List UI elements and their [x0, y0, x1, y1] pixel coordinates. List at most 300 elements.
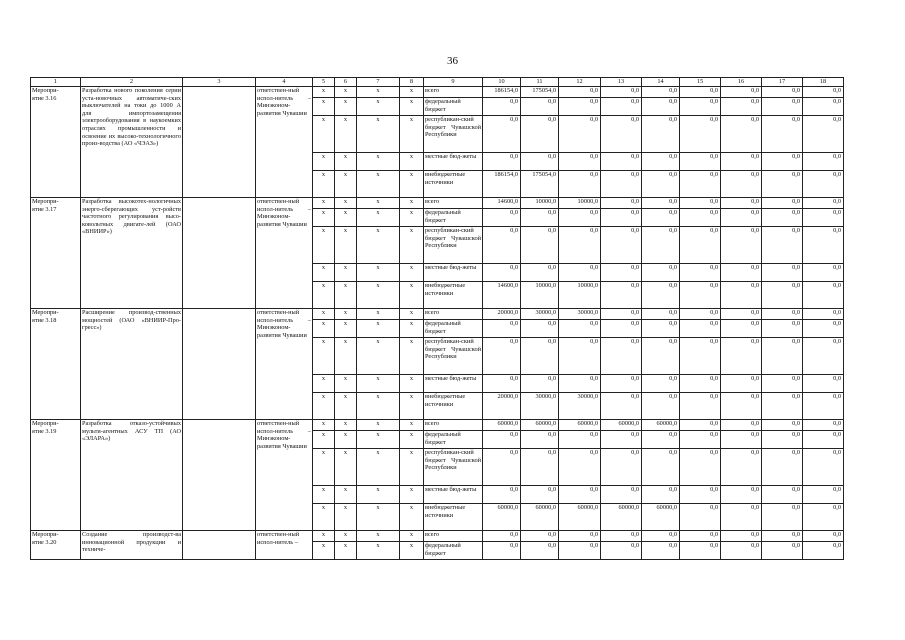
activity-id-cell: Меропри- ятие 3.19	[31, 420, 81, 531]
x-mark-cell: x	[357, 420, 400, 431]
amount-cell: 0,0	[601, 171, 642, 198]
amount-cell: 60000,0	[521, 420, 559, 431]
co-executor-cell	[183, 198, 256, 309]
amount-cell: 0,0	[601, 393, 642, 420]
amount-cell: 0,0	[559, 264, 601, 282]
funding-source-cell: республикан-ский бюджет Чувашской Республики	[424, 116, 483, 153]
amount-cell: 0,0	[483, 98, 521, 116]
x-mark-cell: x	[335, 338, 357, 375]
x-mark-cell: x	[400, 542, 424, 560]
x-mark-cell: x	[313, 542, 335, 560]
x-mark-cell: x	[335, 227, 357, 264]
amount-cell: 0,0	[483, 431, 521, 449]
funding-source-cell: федеральный бюджет	[424, 98, 483, 116]
amount-cell: 0,0	[559, 486, 601, 504]
amount-cell: 0,0	[601, 227, 642, 264]
amount-cell: 0,0	[803, 198, 844, 209]
amount-cell: 60000,0	[601, 420, 642, 431]
amount-cell: 0,0	[642, 116, 680, 153]
amount-cell: 0,0	[521, 209, 559, 227]
funding-source-cell: республикан-ский бюджет Чувашской Республики	[424, 227, 483, 264]
x-mark-cell: x	[357, 116, 400, 153]
amount-cell: 0,0	[601, 282, 642, 309]
amount-cell: 60000,0	[642, 420, 680, 431]
amount-cell: 0,0	[680, 338, 721, 375]
amount-cell: 0,0	[721, 338, 762, 375]
funding-source-cell: местные бюд-жеты	[424, 486, 483, 504]
amount-cell: 0,0	[521, 227, 559, 264]
x-mark-cell: x	[313, 282, 335, 309]
x-mark-cell: x	[313, 309, 335, 320]
amount-cell: 0,0	[721, 320, 762, 338]
amount-cell: 0,0	[642, 153, 680, 171]
x-mark-cell: x	[313, 504, 335, 531]
amount-cell: 0,0	[803, 375, 844, 393]
amount-cell: 0,0	[721, 449, 762, 486]
amount-cell: 0,0	[803, 116, 844, 153]
x-mark-cell: x	[357, 198, 400, 209]
amount-cell: 0,0	[483, 338, 521, 375]
amount-cell: 0,0	[721, 282, 762, 309]
x-mark-cell: x	[400, 198, 424, 209]
x-mark-cell: x	[335, 98, 357, 116]
co-executor-cell	[183, 420, 256, 531]
column-number-cell: 18	[803, 78, 844, 87]
activity-id-cell: Меропри- ятие 3.20	[31, 531, 81, 560]
amount-cell: 0,0	[721, 393, 762, 420]
amount-cell: 0,0	[601, 375, 642, 393]
amount-cell: 0,0	[642, 282, 680, 309]
amount-cell: 0,0	[680, 153, 721, 171]
amount-cell: 0,0	[803, 209, 844, 227]
amount-cell: 0,0	[601, 449, 642, 486]
column-number-cell: 12	[559, 78, 601, 87]
x-mark-cell: x	[313, 486, 335, 504]
amount-cell: 0,0	[762, 320, 803, 338]
activity-id-cell: Меропри- ятие 3.18	[31, 309, 81, 420]
funding-source-cell: внебюджетные источники	[424, 504, 483, 531]
amount-cell: 0,0	[803, 171, 844, 198]
page-number: 36	[447, 55, 458, 67]
amount-cell: 0,0	[601, 209, 642, 227]
amount-cell: 0,0	[721, 375, 762, 393]
amount-cell: 10000,0	[559, 282, 601, 309]
amount-cell: 0,0	[642, 309, 680, 320]
x-mark-cell: x	[335, 320, 357, 338]
amount-cell: 60000,0	[483, 420, 521, 431]
amount-cell: 60000,0	[521, 504, 559, 531]
amount-cell: 0,0	[762, 531, 803, 542]
x-mark-cell: x	[335, 531, 357, 542]
co-executor-cell	[183, 309, 256, 420]
amount-cell: 0,0	[521, 338, 559, 375]
amount-cell: 0,0	[642, 486, 680, 504]
x-mark-cell: x	[400, 486, 424, 504]
amount-cell: 0,0	[521, 98, 559, 116]
amount-cell: 0,0	[680, 431, 721, 449]
amount-cell: 0,0	[601, 338, 642, 375]
amount-cell: 0,0	[642, 198, 680, 209]
amount-cell: 0,0	[483, 531, 521, 542]
amount-cell: 0,0	[521, 531, 559, 542]
amount-cell: 0,0	[721, 227, 762, 264]
amount-cell: 0,0	[559, 542, 601, 560]
funding-source-cell: всего	[424, 87, 483, 98]
amount-cell: 0,0	[521, 153, 559, 171]
amount-cell: 0,0	[642, 338, 680, 375]
amount-cell: 0,0	[803, 338, 844, 375]
amount-cell: 0,0	[680, 504, 721, 531]
amount-cell: 0,0	[762, 209, 803, 227]
x-mark-cell: x	[313, 227, 335, 264]
amount-cell: 0,0	[721, 486, 762, 504]
amount-cell: 0,0	[803, 264, 844, 282]
amount-cell: 0,0	[559, 209, 601, 227]
amount-cell: 0,0	[559, 116, 601, 153]
x-mark-cell: x	[357, 209, 400, 227]
activity-name-cell: Разработка нового поколения серии уста-новочных автоматиче-ских выключателей на токи до 1000 А для импортозамещения электрооборудования в наукоемких отраслях промышленности и освоение их высоко-технологичного произ-водства (АО «ЧЭАЗ»)	[81, 87, 183, 198]
x-mark-cell: x	[313, 264, 335, 282]
x-mark-cell: x	[335, 153, 357, 171]
amount-cell: 0,0	[721, 116, 762, 153]
amount-cell: 0,0	[601, 531, 642, 542]
amount-cell: 0,0	[762, 431, 803, 449]
x-mark-cell: x	[400, 431, 424, 449]
amount-cell: 0,0	[762, 227, 803, 264]
x-mark-cell: x	[357, 531, 400, 542]
amount-cell: 175054,0	[521, 171, 559, 198]
amount-cell: 0,0	[762, 116, 803, 153]
x-mark-cell: x	[313, 171, 335, 198]
x-mark-cell: x	[357, 542, 400, 560]
funding-source-cell: федеральный бюджет	[424, 209, 483, 227]
column-number-cell: 7	[357, 78, 400, 87]
amount-cell: 10000,0	[559, 198, 601, 209]
amount-cell: 0,0	[642, 171, 680, 198]
amount-cell: 0,0	[680, 87, 721, 98]
amount-cell: 0,0	[601, 264, 642, 282]
amount-cell: 175054,0	[521, 87, 559, 98]
amount-cell: 0,0	[680, 116, 721, 153]
x-mark-cell: x	[400, 375, 424, 393]
amount-cell: 0,0	[803, 98, 844, 116]
table-row	[31, 531, 844, 542]
funding-source-cell: республикан-ский бюджет Чувашской Республики	[424, 338, 483, 375]
column-number-cell: 6	[335, 78, 357, 87]
x-mark-cell: x	[313, 153, 335, 171]
column-number-cell: 3	[183, 78, 256, 87]
x-mark-cell: x	[400, 393, 424, 420]
amount-cell: 0,0	[803, 420, 844, 431]
amount-cell: 0,0	[680, 209, 721, 227]
x-mark-cell: x	[313, 320, 335, 338]
x-mark-cell: x	[400, 87, 424, 98]
amount-cell: 0,0	[762, 420, 803, 431]
x-mark-cell: x	[335, 375, 357, 393]
amount-cell: 0,0	[642, 98, 680, 116]
amount-cell: 0,0	[762, 393, 803, 420]
column-number-cell: 17	[762, 78, 803, 87]
x-mark-cell: x	[313, 531, 335, 542]
amount-cell: 0,0	[642, 320, 680, 338]
amount-cell: 0,0	[559, 449, 601, 486]
table-row	[31, 198, 844, 209]
funding-source-cell: федеральный бюджет	[424, 542, 483, 560]
column-number-cell: 11	[521, 78, 559, 87]
amount-cell: 186154,0	[483, 171, 521, 198]
column-number-cell: 13	[601, 78, 642, 87]
x-mark-cell: x	[400, 171, 424, 198]
x-mark-cell: x	[400, 116, 424, 153]
amount-cell: 0,0	[721, 504, 762, 531]
amount-cell: 0,0	[762, 87, 803, 98]
funding-source-cell: всего	[424, 198, 483, 209]
column-number-cell: 15	[680, 78, 721, 87]
amount-cell: 0,0	[721, 542, 762, 560]
x-mark-cell: x	[357, 87, 400, 98]
amount-cell: 0,0	[521, 431, 559, 449]
amount-cell: 60000,0	[601, 504, 642, 531]
amount-cell: 0,0	[762, 282, 803, 309]
amount-cell: 0,0	[680, 375, 721, 393]
x-mark-cell: x	[313, 449, 335, 486]
amount-cell: 0,0	[803, 87, 844, 98]
table-row	[31, 420, 844, 431]
amount-cell: 0,0	[642, 431, 680, 449]
column-number-cell: 5	[313, 78, 335, 87]
funding-source-cell: республикан-ский бюджет Чувашской Республики	[424, 449, 483, 486]
column-number-cell: 14	[642, 78, 680, 87]
x-mark-cell: x	[313, 116, 335, 153]
executor-cell: ответствен-ный испол-нитель – Минэконом-развития Чувашии	[256, 420, 313, 531]
amount-cell: 0,0	[483, 116, 521, 153]
x-mark-cell: x	[400, 209, 424, 227]
amount-cell: 0,0	[680, 98, 721, 116]
amount-cell: 30000,0	[559, 309, 601, 320]
x-mark-cell: x	[357, 486, 400, 504]
x-mark-cell: x	[335, 264, 357, 282]
amount-cell: 0,0	[680, 282, 721, 309]
amount-cell: 0,0	[680, 449, 721, 486]
amount-cell: 0,0	[762, 542, 803, 560]
amount-cell: 0,0	[803, 531, 844, 542]
amount-cell: 0,0	[762, 375, 803, 393]
amount-cell: 0,0	[559, 320, 601, 338]
amount-cell: 0,0	[559, 531, 601, 542]
x-mark-cell: x	[357, 320, 400, 338]
amount-cell: 0,0	[559, 171, 601, 198]
amount-cell: 60000,0	[642, 504, 680, 531]
amount-cell: 0,0	[483, 320, 521, 338]
amount-cell: 0,0	[521, 264, 559, 282]
amount-cell: 0,0	[721, 264, 762, 282]
activity-id-cell: Меропри- ятие 3.16	[31, 87, 81, 198]
x-mark-cell: x	[313, 98, 335, 116]
amount-cell: 14600,0	[483, 198, 521, 209]
amount-cell: 0,0	[601, 153, 642, 171]
executor-cell: ответствен-ный испол-нитель – Минэконом-развития Чувашии	[256, 87, 313, 198]
amount-cell: 0,0	[601, 309, 642, 320]
x-mark-cell: x	[400, 98, 424, 116]
amount-cell: 20000,0	[483, 393, 521, 420]
funding-source-cell: всего	[424, 531, 483, 542]
amount-cell: 0,0	[721, 431, 762, 449]
amount-cell: 10000,0	[521, 282, 559, 309]
executor-cell: ответствен-ный испол-нитель – Минэконом-развития Чувашии	[256, 309, 313, 420]
x-mark-cell: x	[357, 375, 400, 393]
x-mark-cell: x	[357, 393, 400, 420]
table-row	[31, 87, 844, 98]
amount-cell: 30000,0	[559, 393, 601, 420]
budget-table	[30, 77, 844, 560]
x-mark-cell: x	[357, 431, 400, 449]
executor-cell: ответствен-ный испол-нитель – Минэконом-развития Чувашии	[256, 198, 313, 309]
x-mark-cell: x	[400, 320, 424, 338]
amount-cell: 0,0	[803, 486, 844, 504]
amount-cell: 0,0	[680, 486, 721, 504]
funding-source-cell: федеральный бюджет	[424, 320, 483, 338]
amount-cell: 0,0	[762, 338, 803, 375]
executor-cell: ответствен-ный испол-нитель –	[256, 531, 313, 560]
amount-cell: 0,0	[721, 420, 762, 431]
amount-cell: 0,0	[483, 227, 521, 264]
amount-cell: 0,0	[601, 320, 642, 338]
activity-name-cell: Разработка высокотех-нологичных энерго-сберегающих уст-ройств частотного регулирования высо-ковольтных двигате-лей (ОАО «ВНИИР»)	[81, 198, 183, 309]
amount-cell: 0,0	[642, 531, 680, 542]
amount-cell: 0,0	[559, 87, 601, 98]
x-mark-cell: x	[400, 309, 424, 320]
amount-cell: 0,0	[803, 227, 844, 264]
activity-name-cell: Расширение производ-ственных мощностей (ОАО «ВНИИР-Про-гресс»)	[81, 309, 183, 420]
amount-cell: 0,0	[642, 449, 680, 486]
table-body	[31, 78, 844, 560]
x-mark-cell: x	[357, 504, 400, 531]
x-mark-cell: x	[313, 420, 335, 431]
amount-cell: 0,0	[601, 198, 642, 209]
amount-cell: 60000,0	[483, 504, 521, 531]
x-mark-cell: x	[313, 87, 335, 98]
amount-cell: 0,0	[642, 393, 680, 420]
x-mark-cell: x	[400, 282, 424, 309]
amount-cell: 0,0	[521, 320, 559, 338]
x-mark-cell: x	[335, 420, 357, 431]
column-number-cell: 8	[400, 78, 424, 87]
amount-cell: 30000,0	[521, 393, 559, 420]
column-number-cell: 16	[721, 78, 762, 87]
x-mark-cell: x	[313, 431, 335, 449]
amount-cell: 0,0	[559, 153, 601, 171]
x-mark-cell: x	[335, 209, 357, 227]
x-mark-cell: x	[400, 264, 424, 282]
amount-cell: 0,0	[762, 264, 803, 282]
funding-source-cell: местные бюд-жеты	[424, 153, 483, 171]
amount-cell: 0,0	[601, 87, 642, 98]
funding-source-cell: всего	[424, 309, 483, 320]
amount-cell: 0,0	[680, 393, 721, 420]
amount-cell: 0,0	[559, 98, 601, 116]
amount-cell: 0,0	[642, 87, 680, 98]
amount-cell: 0,0	[762, 171, 803, 198]
amount-cell: 0,0	[762, 309, 803, 320]
activity-name-cell: Создание производст-ва инновационной продукции и техниче-	[81, 531, 183, 560]
x-mark-cell: x	[400, 531, 424, 542]
amount-cell: 0,0	[601, 98, 642, 116]
amount-cell: 0,0	[762, 504, 803, 531]
amount-cell: 0,0	[721, 531, 762, 542]
funding-source-cell: местные бюд-жеты	[424, 375, 483, 393]
amount-cell: 0,0	[521, 375, 559, 393]
amount-cell: 0,0	[559, 431, 601, 449]
amount-cell: 0,0	[521, 486, 559, 504]
funding-source-cell: федеральный бюджет	[424, 431, 483, 449]
amount-cell: 0,0	[680, 531, 721, 542]
x-mark-cell: x	[357, 282, 400, 309]
x-mark-cell: x	[357, 338, 400, 375]
x-mark-cell: x	[400, 153, 424, 171]
amount-cell: 0,0	[803, 504, 844, 531]
amount-cell: 60000,0	[559, 420, 601, 431]
amount-cell: 0,0	[483, 153, 521, 171]
amount-cell: 0,0	[642, 542, 680, 560]
amount-cell: 0,0	[521, 449, 559, 486]
amount-cell: 0,0	[601, 542, 642, 560]
amount-cell: 30000,0	[521, 309, 559, 320]
x-mark-cell: x	[357, 98, 400, 116]
x-mark-cell: x	[335, 431, 357, 449]
column-number-cell: 9	[424, 78, 483, 87]
x-mark-cell: x	[313, 375, 335, 393]
x-mark-cell: x	[335, 171, 357, 198]
amount-cell: 0,0	[721, 309, 762, 320]
x-mark-cell: x	[357, 227, 400, 264]
amount-cell: 0,0	[642, 227, 680, 264]
amount-cell: 0,0	[803, 282, 844, 309]
amount-cell: 0,0	[680, 420, 721, 431]
x-mark-cell: x	[313, 393, 335, 420]
amount-cell: 0,0	[601, 116, 642, 153]
amount-cell: 0,0	[521, 116, 559, 153]
amount-cell: 0,0	[721, 98, 762, 116]
amount-cell: 0,0	[721, 87, 762, 98]
amount-cell: 0,0	[483, 449, 521, 486]
x-mark-cell: x	[400, 449, 424, 486]
column-number-cell: 2	[81, 78, 183, 87]
amount-cell: 0,0	[762, 486, 803, 504]
x-mark-cell: x	[335, 198, 357, 209]
funding-source-cell: всего	[424, 420, 483, 431]
amount-cell: 0,0	[803, 393, 844, 420]
amount-cell: 0,0	[803, 449, 844, 486]
amount-cell: 0,0	[803, 542, 844, 560]
amount-cell: 0,0	[680, 309, 721, 320]
x-mark-cell: x	[400, 338, 424, 375]
amount-cell: 186154,0	[483, 87, 521, 98]
amount-cell: 0,0	[559, 227, 601, 264]
table-row	[31, 309, 844, 320]
amount-cell: 0,0	[559, 375, 601, 393]
amount-cell: 0,0	[803, 431, 844, 449]
amount-cell: 0,0	[762, 449, 803, 486]
amount-cell: 0,0	[803, 309, 844, 320]
column-number-cell: 1	[31, 78, 81, 87]
funding-source-cell: внебюджетные источники	[424, 393, 483, 420]
x-mark-cell: x	[357, 309, 400, 320]
amount-cell: 0,0	[721, 171, 762, 198]
amount-cell: 0,0	[762, 98, 803, 116]
x-mark-cell: x	[313, 209, 335, 227]
column-number-cell: 10	[483, 78, 521, 87]
amount-cell: 0,0	[721, 209, 762, 227]
